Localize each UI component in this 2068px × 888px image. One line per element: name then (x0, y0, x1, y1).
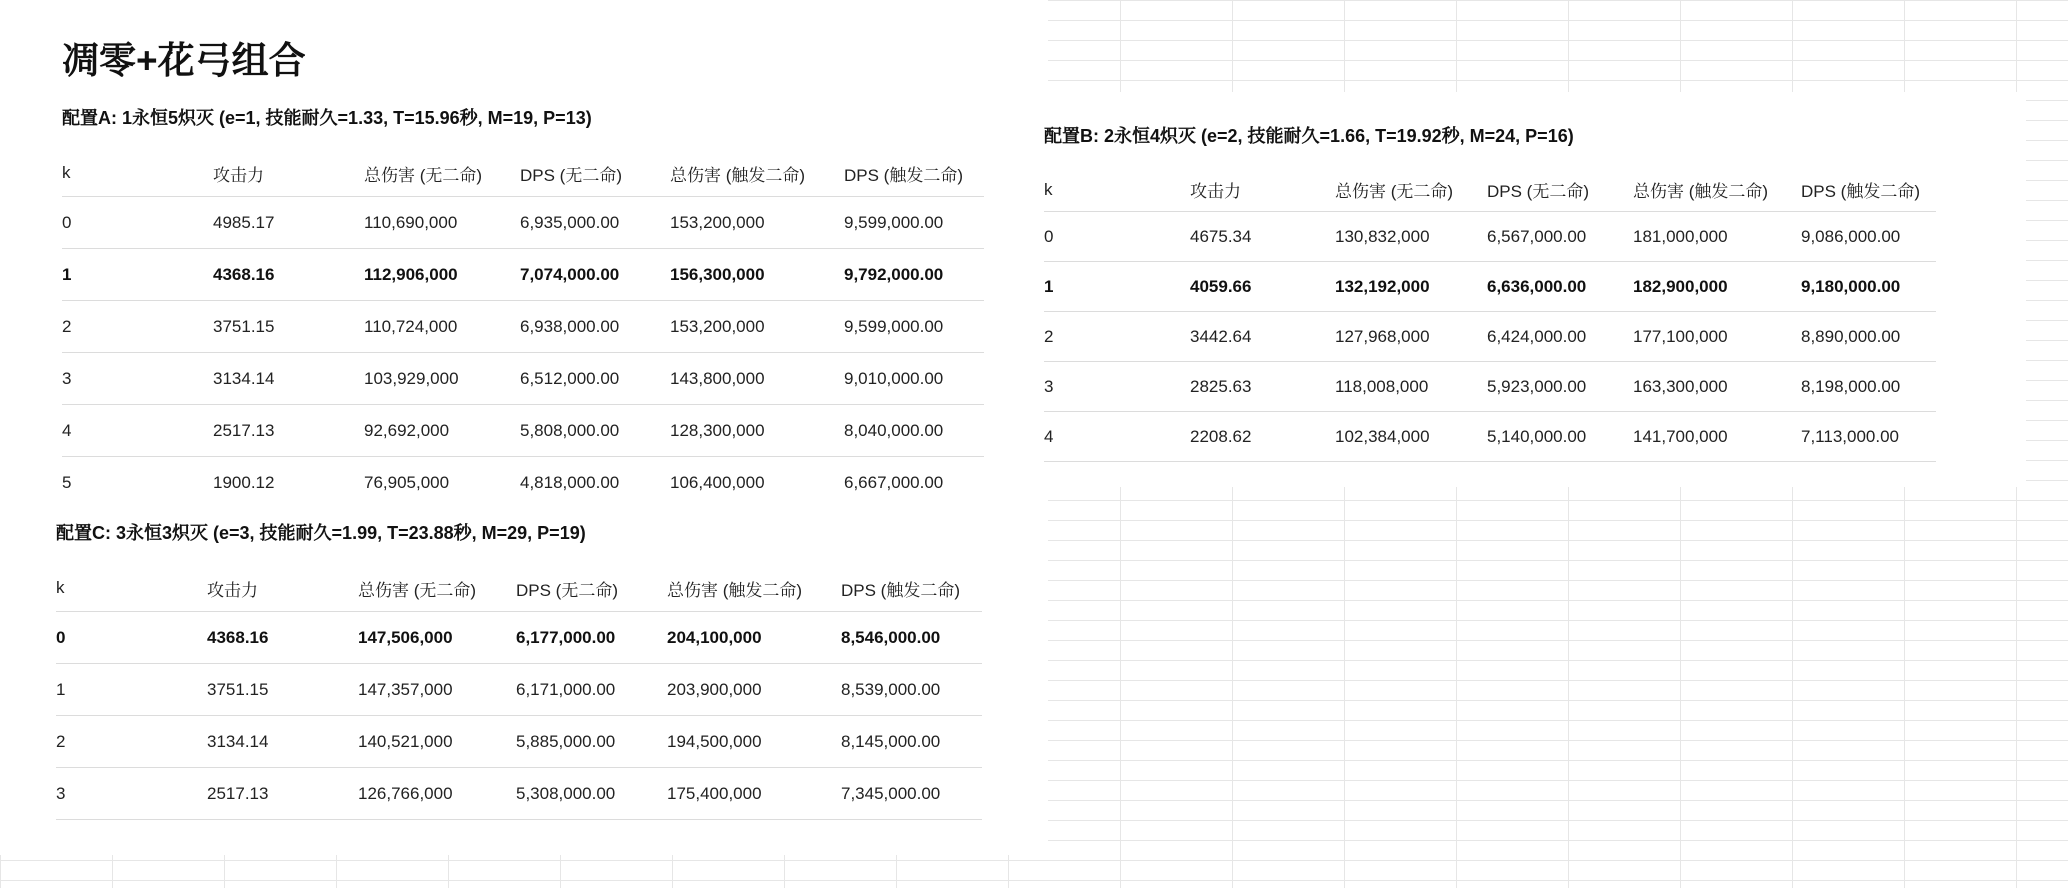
cell-atk: 2208.62 (1190, 412, 1335, 462)
table-row (62, 301, 984, 353)
table-row (62, 405, 984, 457)
cell-total-dmg-c2: 182,900,000 (1633, 262, 1801, 312)
cell-k: 2 (56, 716, 207, 768)
table-header-row (62, 150, 984, 197)
cell-total-dmg-c2: 194,500,000 (667, 716, 841, 768)
cell-dps-no-c2: 6,512,000.00 (520, 353, 670, 405)
column-header-dps-no-c2: DPS (无二命) (520, 150, 670, 197)
table-row (1044, 212, 1936, 262)
cell-dps-no-c2: 4,818,000.00 (520, 472, 620, 492)
cell-atk: 1900.12 (213, 472, 275, 492)
column-header-atk: 攻击力 (1190, 168, 1335, 212)
table-row (62, 197, 984, 249)
cell-total-dmg-no-c2: 147,506,000 (358, 612, 516, 664)
cell-total-dmg-no-c2: 147,357,000 (358, 664, 516, 716)
cell-k: 1 (1044, 262, 1190, 312)
config-c-table (56, 565, 982, 820)
config-b-section (1044, 124, 1936, 462)
cell-total-dmg-c2: 204,100,000 (667, 612, 841, 664)
cell-atk: 4985.17 (213, 197, 364, 249)
cell-dps-no-c2: 6,935,000.00 (520, 197, 670, 249)
cell-total-dmg-c2: 175,400,000 (667, 768, 841, 820)
cell-k: 2 (62, 301, 213, 353)
column-header-dps-no-c2: DPS (无二命) (1487, 168, 1633, 212)
cell-atk: 3751.15 (207, 664, 358, 716)
table-row (56, 612, 982, 664)
cell-k: 1 (56, 664, 207, 716)
config-b-table (1044, 168, 1936, 462)
column-header-total-dmg-c2: 总伤害 (触发二命) (670, 150, 844, 197)
cell-k: 3 (56, 768, 207, 820)
cell-dps-no-c2: 6,636,000.00 (1487, 262, 1633, 312)
cell-k: 5 (62, 472, 72, 492)
cell-k: 2 (1044, 312, 1190, 362)
cell-atk: 4368.16 (207, 612, 358, 664)
cell-total-dmg-c2: 143,800,000 (670, 353, 844, 405)
cell-k: 0 (1044, 212, 1190, 262)
config-a-title: 配置A: 1永恒5炽灭 (e=1, 技能耐久=1.33, T=15.96秒, M=19, P=13) (62, 108, 592, 128)
cell-dps-no-c2: 7,074,000.00 (520, 249, 670, 301)
table-row (62, 353, 984, 405)
column-header-dps-c2: DPS (触发二命) (1801, 168, 1936, 212)
cell-k: 4 (62, 405, 213, 457)
cell-k: 1 (62, 249, 213, 301)
cell-total-dmg-no-c2: 103,929,000 (364, 353, 520, 405)
cell-total-dmg-no-c2: 110,724,000 (364, 301, 520, 353)
cell-total-dmg-c2: 203,900,000 (667, 664, 841, 716)
cell-dps-c2: 8,539,000.00 (841, 664, 982, 716)
cell-dps-c2: 8,040,000.00 (844, 405, 984, 457)
cell-atk: 3134.14 (207, 716, 358, 768)
column-header-total-dmg-c2: 总伤害 (触发二命) (667, 565, 841, 612)
cell-total-dmg-c2: 163,300,000 (1633, 362, 1801, 412)
cell-dps-no-c2: 5,885,000.00 (516, 716, 667, 768)
column-header-dps-no-c2: DPS (无二命) (516, 565, 667, 612)
column-header-k: k (56, 565, 207, 612)
cell-total-dmg-no-c2: 110,690,000 (364, 197, 520, 249)
table-header-row (1044, 168, 1936, 212)
cell-dps-c2: 7,113,000.00 (1801, 412, 1936, 462)
config-a-table (62, 150, 984, 508)
cell-dps-no-c2: 5,808,000.00 (520, 405, 670, 457)
table-row (56, 768, 982, 820)
table-row (1044, 412, 1936, 462)
cell-k: 0 (62, 197, 213, 249)
table-row (1044, 262, 1936, 312)
column-header-k: k (62, 150, 213, 197)
cell-dps-no-c2: 6,567,000.00 (1487, 212, 1633, 262)
cell-k: 3 (62, 353, 213, 405)
cell-dps-c2: 7,345,000.00 (841, 768, 982, 820)
cell-atk: 4059.66 (1190, 262, 1335, 312)
column-header-dps-c2: DPS (触发二命) (841, 565, 982, 612)
cell-total-dmg-no-c2: 92,692,000 (364, 405, 520, 457)
cell-dps-c2: 9,086,000.00 (1801, 212, 1936, 262)
config-b-title: 配置B: 2永恒4炽灭 (e=2, 技能耐久=1.66, T=19.92秒, M=24, P=16) (1044, 126, 1574, 146)
cell-dps-no-c2: 6,424,000.00 (1487, 312, 1633, 362)
cell-total-dmg-no-c2: 130,832,000 (1335, 212, 1487, 262)
cell-dps-c2: 6,667,000.00 (844, 472, 944, 492)
cell-atk: 4675.34 (1190, 212, 1335, 262)
cell-total-dmg-no-c2: 112,906,000 (364, 249, 520, 301)
cell-dps-c2: 9,599,000.00 (844, 197, 984, 249)
table-row (1044, 312, 1936, 362)
cell-dps-c2: 9,599,000.00 (844, 301, 984, 353)
cell-dps-no-c2: 6,171,000.00 (516, 664, 667, 716)
config-c-section (56, 521, 982, 820)
cell-total-dmg-no-c2: 132,192,000 (1335, 262, 1487, 312)
table-row (62, 249, 984, 301)
cell-dps-no-c2: 5,923,000.00 (1487, 362, 1633, 412)
cell-total-dmg-c2: 153,200,000 (670, 197, 844, 249)
column-header-dps-c2: DPS (触发二命) (844, 150, 984, 197)
config-a-section (62, 106, 984, 508)
column-header-k: k (1044, 168, 1190, 212)
cell-atk: 3751.15 (213, 301, 364, 353)
cell-atk: 3442.64 (1190, 312, 1335, 362)
cell-dps-c2: 9,792,000.00 (844, 249, 984, 301)
column-header-atk: 攻击力 (207, 565, 358, 612)
cell-dps-c2: 8,546,000.00 (841, 612, 982, 664)
cell-total-dmg-no-c2: 118,008,000 (1335, 362, 1487, 412)
cell-total-dmg-no-c2: 140,521,000 (358, 716, 516, 768)
table-header-row (56, 565, 982, 612)
column-header-total-dmg-no-c2: 总伤害 (无二命) (358, 565, 516, 612)
column-header-total-dmg-no-c2: 总伤害 (无二命) (364, 150, 520, 197)
config-c-title: 配置C: 3永恒3炽灭 (e=3, 技能耐久=1.99, T=23.88秒, M=29, P=19) (56, 523, 586, 543)
cell-total-dmg-c2: 128,300,000 (670, 405, 844, 457)
cell-total-dmg-c2: 141,700,000 (1633, 412, 1801, 462)
cell-dps-no-c2: 5,308,000.00 (516, 768, 667, 820)
cell-atk: 2517.13 (207, 768, 358, 820)
cell-total-dmg-no-c2: 102,384,000 (1335, 412, 1487, 462)
column-header-atk: 攻击力 (213, 150, 364, 197)
cell-total-dmg-no-c2: 127,968,000 (1335, 312, 1487, 362)
cell-dps-c2: 8,198,000.00 (1801, 362, 1936, 412)
cell-dps-c2: 8,890,000.00 (1801, 312, 1936, 362)
cell-dps-no-c2: 6,177,000.00 (516, 612, 667, 664)
cell-dps-c2: 9,010,000.00 (844, 353, 984, 405)
cell-atk: 4368.16 (213, 249, 364, 301)
column-header-total-dmg-c2: 总伤害 (触发二命) (1633, 168, 1801, 212)
cell-total-dmg-no-c2: 76,905,000 (364, 472, 450, 492)
table-row (62, 457, 984, 509)
cell-dps-c2: 8,145,000.00 (841, 716, 982, 768)
cell-total-dmg-c2: 153,200,000 (670, 301, 844, 353)
cell-atk: 2517.13 (213, 405, 364, 457)
cell-atk: 3134.14 (213, 353, 364, 405)
cell-dps-no-c2: 6,938,000.00 (520, 301, 670, 353)
cell-total-dmg-c2: 156,300,000 (670, 249, 844, 301)
table-row (56, 664, 982, 716)
table-row (56, 716, 982, 768)
column-header-total-dmg-no-c2: 总伤害 (无二命) (1335, 168, 1487, 212)
cell-total-dmg-c2: 181,000,000 (1633, 212, 1801, 262)
table-row (1044, 362, 1936, 412)
cell-k: 3 (1044, 362, 1190, 412)
cell-total-dmg-no-c2: 126,766,000 (358, 768, 516, 820)
cell-total-dmg-c2: 177,100,000 (1633, 312, 1801, 362)
cell-total-dmg-c2: 106,400,000 (670, 472, 765, 492)
cell-k: 4 (1044, 412, 1190, 462)
page-title: 凋零+花弓组合 (62, 40, 306, 81)
cell-dps-no-c2: 5,140,000.00 (1487, 412, 1633, 462)
cell-dps-c2: 9,180,000.00 (1801, 262, 1936, 312)
cell-atk: 2825.63 (1190, 362, 1335, 412)
cell-k: 0 (56, 612, 207, 664)
